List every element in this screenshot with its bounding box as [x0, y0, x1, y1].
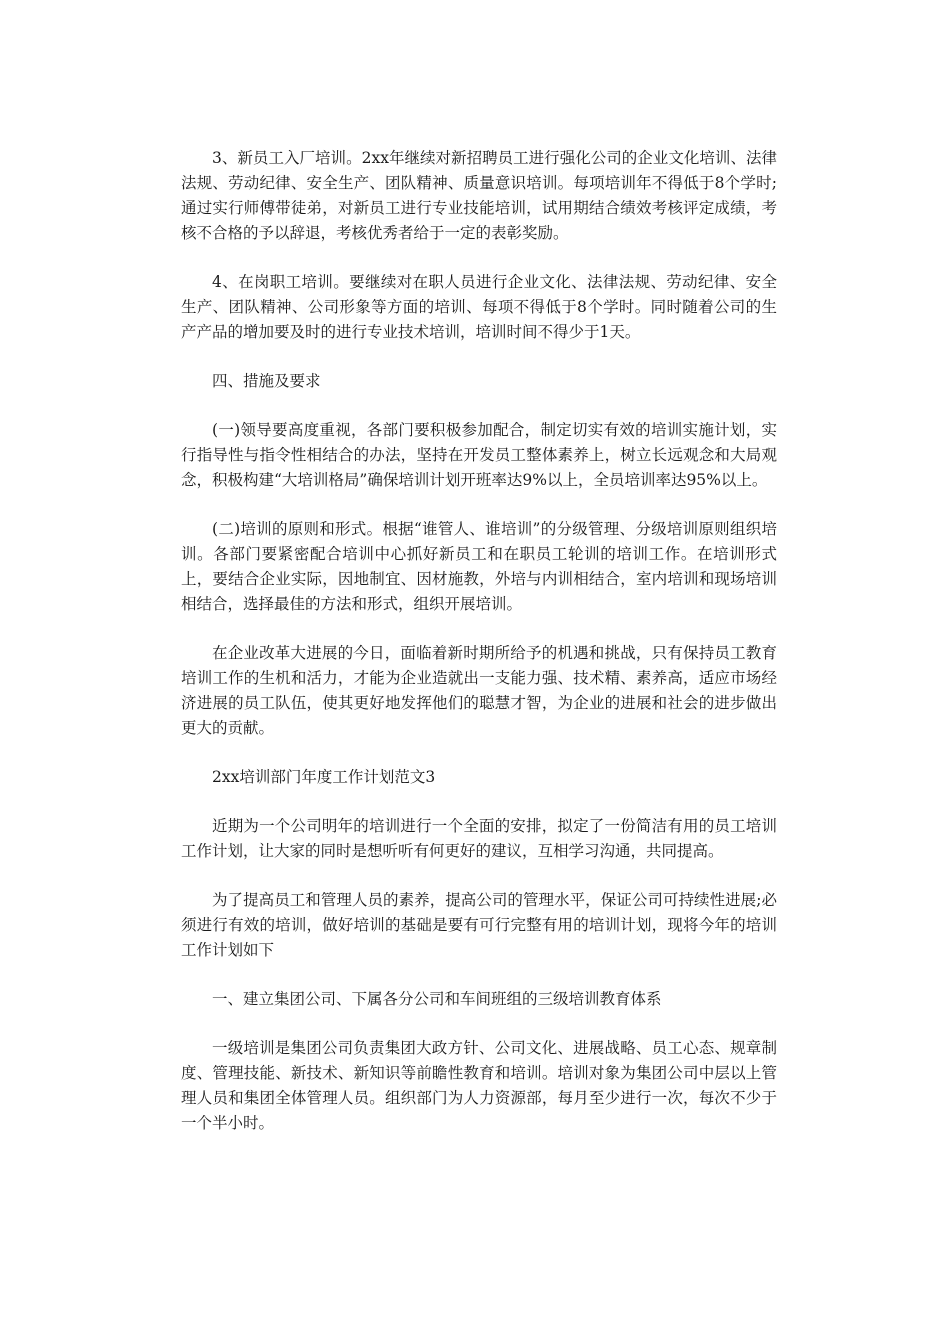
paragraph-measure-2: (二)培训的原则和形式。根据“谁管人、谁培训”的分级管理、分级培训原则组织培训。各部门要紧密配合培训中心抓好新员工和在职员工轮训的培训工作。在培训形式上，要结合企业实际，因地制宜、因材施教，外培与内训相结合，室内培训和现场培训相结合，选择最佳的方法和形式，组织开展培训。: [181, 520, 777, 613]
paragraph-purpose: 为了提高员工和管理人员的素养，提高公司的管理水平，保证公司可持续性进展;必须进行有效的培训，做好培训的基础是要有可行完整有用的培训计划，现将今年的培训工作计划如下: [181, 891, 777, 959]
section-heading-system: 一、建立集团公司、下属各分公司和车间班组的三级培训教育体系: [212, 990, 662, 1008]
paragraph-conclusion: 在企业改革大进展的今日，面临着新时期所给予的机遇和挑战，只有保持员工教育培训工作的生机和活力，才能为企业造就出一支能力强、技术精、素养高，适应市场经济进展的员工队伍，使其更好地发挥他们的聪慧才智，为企业的进展和社会的进步做出更大的贡献。: [181, 644, 777, 737]
paragraph-new-employee-training: 3、新员工入厂培训。2xx年继续对新招聘员工进行强化公司的企业文化培训、法律法规、劳动纪律、安全生产、团队精神、质量意识培训。每项培训年不得低于8个学时;通过实行师傅带徒弟，对新员工进行专业技能培训，试用期结合绩效考核评定成绩，考核不合格的予以辞退，考核优秀者给于一定的表彰奖励。: [181, 149, 777, 242]
paragraph-intro: 近期为一个公司明年的培训进行一个全面的安排，拟定了一份简洁有用的员工培训工作计划，让大家的同时是想听听有何更好的建议，互相学习沟通，共同提高。: [181, 817, 777, 860]
sample-title: 2xx培训部门年度工作计划范文3: [212, 768, 436, 786]
section-heading-measures: 四、措施及要求: [212, 372, 321, 390]
paragraph-level-one: 一级培训是集团公司负责集团大政方针、公司文化、进展战略、员工心态、规章制度、管理技能、新技术、新知识等前瞻性教育和培训。培训对象为集团公司中层以上管理人员和集团全体管理人员。组织部门为人力资源部，每月至少进行一次，每次不少于一个半小时。: [181, 1039, 777, 1132]
paragraph-measure-1: (一)领导要高度重视，各部门要积极参加配合，制定切实有效的培训实施计划，实行指导性与指令性相结合的办法，坚持在开发员工整体素养上，树立长远观念和大局观念，积极构建“大培训格局”确保培训计划开班率达9%以上，全员培训率达95%以上。: [181, 421, 777, 489]
paragraph-onjob-training: 4、在岗职工培训。要继续对在职人员进行企业文化、法律法规、劳动纪律、安全生产、团队精神、公司形象等方面的培训、每项不得低于8个学时。同时随着公司的生产产品的增加要及时的进行专业技术培训，培训时间不得少于1天。: [181, 273, 777, 341]
document-page: [181, 146, 777, 1160]
